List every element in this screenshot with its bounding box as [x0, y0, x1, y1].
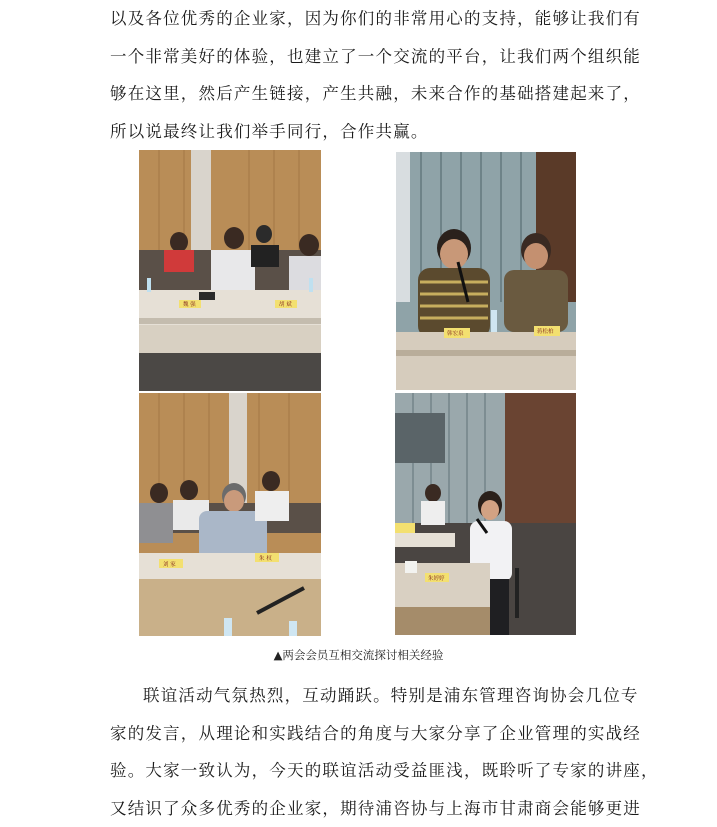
text-line: 联谊活动气氛热烈，互动踊跃。特别是浦东管理咨询协会几位专 — [110, 677, 610, 715]
meeting-photo-2 — [396, 152, 576, 390]
name-tag: 朱 权 — [259, 554, 272, 562]
text-line: 所以说最终让我们举手同行，合作共赢。 — [110, 113, 610, 151]
paragraph-bottom — [110, 677, 610, 827]
text-line: 以及各位优秀的企业家，因为你们的非常用心的支持，能够让我们有 — [110, 0, 610, 38]
name-tag: 魏 强 — [183, 300, 196, 308]
text-line: 够在这里，然后产生链接，产生共融，未来合作的基础搭建起来了， — [110, 75, 610, 113]
name-tag: 胡 斌 — [279, 300, 292, 308]
name-tag: 蒋松柏 — [537, 327, 554, 335]
name-tag: 韩宏泉 — [447, 329, 464, 337]
text-line: 家的发言，从理论和实践结合的角度与大家分享了企业管理的实战经 — [110, 715, 610, 753]
text-line: 又结识了众多优秀的企业家，期待浦咨协与上海市甘肃商会能够更进 — [110, 790, 610, 827]
meeting-photo-4 — [395, 393, 576, 635]
name-tag: 朱婷婷 — [428, 574, 445, 582]
meeting-photo-3 — [139, 393, 321, 636]
name-tag: 刘 家 — [163, 560, 176, 568]
text-line: 一个非常美好的体验，也建立了一个交流的平台，让我们两个组织能 — [110, 38, 610, 76]
text-line: 验。大家一致认为，今天的联谊活动受益匪浅，既聆听了专家的讲座， — [110, 752, 610, 790]
meeting-photo-1 — [139, 150, 321, 391]
photo-caption: ▲两会会员互相交流探讨相关经验 — [0, 646, 717, 664]
paragraph-top — [110, 0, 610, 150]
